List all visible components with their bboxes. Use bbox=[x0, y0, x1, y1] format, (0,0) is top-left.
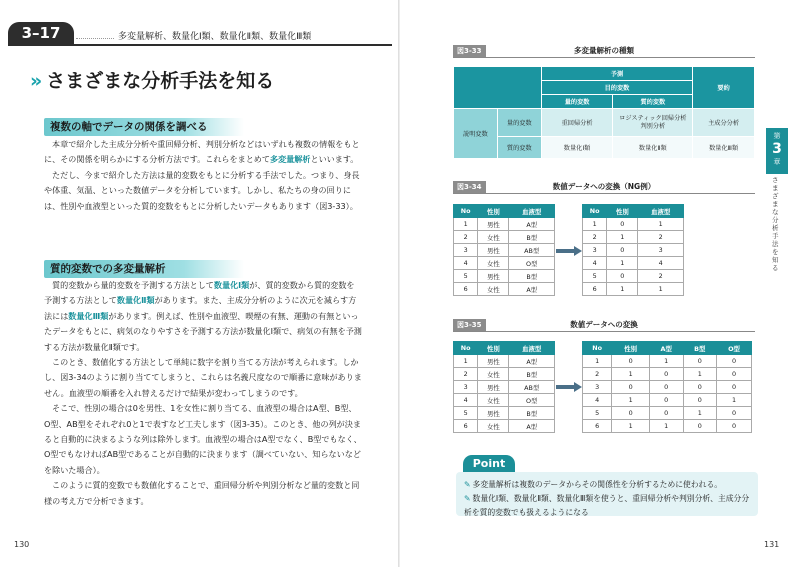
chapter-side-text: さまざまな分析手法を知る bbox=[772, 176, 779, 272]
table-header-cell: 性別 bbox=[612, 342, 650, 355]
table-row bbox=[583, 420, 752, 433]
table-cell: 0 bbox=[607, 270, 638, 283]
fig33-h-setsumei: 説明変数 bbox=[454, 109, 498, 159]
table-cell: 1 bbox=[683, 407, 716, 420]
fig33-title: 多変量解析の種類 bbox=[574, 46, 634, 55]
fig33-h-ryoteki: 量的変数 bbox=[541, 95, 613, 109]
para1-run: ただし、今まで紹介した方法は量的変数をもとに分析する手法でした。つまり、身長や体重、気温、といった数値データを分析しています。しかし、私たちの身の回りには、性別や血液型といった質的変数をもとに分析したいデータもあります（図3-33）。 bbox=[44, 169, 360, 211]
table-row bbox=[583, 355, 752, 368]
table-cell: 1 bbox=[638, 218, 684, 231]
point-text: 数量化Ⅰ類、数量化Ⅱ類、数量化Ⅲ類を使うと、重回帰分析や判別分析、主成分分析を質的変数でも扱えるようになる bbox=[464, 494, 750, 517]
table-row bbox=[583, 368, 752, 381]
table-cell: 1 bbox=[649, 355, 683, 368]
para2-run: このように質的変数でも数値化することで、重回帰分析や判別分析など量的変数と同様の考え方で分析できます。 bbox=[44, 480, 360, 506]
table-cell: AB型 bbox=[509, 381, 555, 394]
table-row bbox=[583, 407, 752, 420]
table-cell: 2 bbox=[454, 231, 478, 244]
table-header-cell: 血液型 bbox=[509, 205, 555, 218]
table-cell: B型 bbox=[509, 270, 555, 283]
section-title: 多変量解析、数量化Ⅰ類、数量化Ⅱ類、数量化Ⅲ類 bbox=[118, 32, 312, 42]
table-header-row bbox=[583, 342, 752, 355]
para1-run: といいます。 bbox=[310, 154, 359, 165]
page-number-right: 131 bbox=[764, 540, 780, 549]
table-cell: 3 bbox=[638, 244, 684, 257]
table-cell: 0 bbox=[612, 407, 650, 420]
table-cell: 0 bbox=[683, 355, 716, 368]
fig33-r2-label: 質的変数 bbox=[497, 137, 541, 159]
table-cell: 0 bbox=[649, 407, 683, 420]
table-cell: 1 bbox=[583, 355, 612, 368]
fig35-left-table bbox=[453, 341, 555, 433]
fig34-header bbox=[453, 180, 755, 194]
fig33-h-youyaku: 要約 bbox=[693, 67, 755, 109]
table-row bbox=[454, 218, 555, 231]
para2-run: が、質的変数から質的変数を予測する方法として bbox=[44, 280, 355, 306]
point-box bbox=[456, 472, 758, 516]
table-cell: 女性 bbox=[478, 420, 509, 433]
table-cell: 1 bbox=[607, 257, 638, 270]
table-row bbox=[454, 270, 555, 283]
table-cell: 0 bbox=[683, 381, 716, 394]
table-row bbox=[454, 394, 555, 407]
table-cell: 2 bbox=[583, 368, 612, 381]
table-cell: 2 bbox=[638, 270, 684, 283]
table-cell: 0 bbox=[683, 420, 716, 433]
table-cell: B型 bbox=[509, 368, 555, 381]
table-cell: 女性 bbox=[478, 257, 509, 270]
para2-run: があります。例えば、性別や血液型、喫煙の有無、運動の有無といったデータをもとに、病気のなりやすさを予測する方法が数量化Ⅰ類で、病気の有無を予測する方法が数量化Ⅱ類です。 bbox=[44, 310, 362, 352]
fig33-table bbox=[453, 66, 755, 159]
table-cell: 男性 bbox=[478, 407, 509, 420]
fig34-right-table bbox=[582, 204, 684, 296]
para2-highlight: 数量化Ⅱ類 bbox=[116, 295, 155, 306]
table-cell: 0 bbox=[716, 420, 751, 433]
table-header-cell: 血液型 bbox=[509, 342, 555, 355]
table-header-row bbox=[583, 205, 684, 218]
table-cell: 1 bbox=[612, 420, 650, 433]
fig35-title: 数値データへの変換 bbox=[570, 320, 638, 329]
fig33-cell: 重回帰分析 bbox=[541, 109, 613, 137]
table-cell: 女性 bbox=[478, 394, 509, 407]
table-cell: 4 bbox=[638, 257, 684, 270]
chapter-tab bbox=[766, 128, 788, 174]
para2-run: があります。また、主成分分析のように次元を減らす方法には bbox=[44, 295, 357, 321]
table-cell: 1 bbox=[638, 283, 684, 296]
fig33-cell: 数量化Ⅱ類 bbox=[613, 137, 693, 159]
fig34-title: 数値データへの変換（NG例） bbox=[552, 182, 656, 191]
fig33-label: 図3-33 bbox=[453, 45, 486, 57]
subheading-1: 複数の軸でデータの関係を調べる bbox=[44, 118, 244, 136]
table-cell: B型 bbox=[509, 231, 555, 244]
table-cell: A型 bbox=[509, 218, 555, 231]
table-cell: 2 bbox=[454, 368, 478, 381]
table-header-row bbox=[454, 342, 555, 355]
table-cell: 3 bbox=[583, 244, 607, 257]
para1-run: 本章で紹介した主成分分析や重回帰分析、判別分析などはいずれも複数の情報をもとに、その関係を明らかにする分析方法です。これらをまとめて bbox=[44, 139, 360, 165]
table-row bbox=[454, 407, 555, 420]
table-cell: 1 bbox=[683, 368, 716, 381]
section-dotted-rule bbox=[76, 38, 114, 39]
fig34-label: 図3-34 bbox=[453, 181, 486, 193]
table-cell: 4 bbox=[454, 394, 478, 407]
para2-run: 質的変数から量的変数を予測する方法として bbox=[52, 280, 214, 290]
table-row bbox=[583, 257, 684, 270]
table-cell: 0 bbox=[716, 407, 751, 420]
table-cell: 0 bbox=[612, 355, 650, 368]
table-row bbox=[583, 218, 684, 231]
table-cell: 1 bbox=[612, 394, 650, 407]
chevron-icon: » bbox=[30, 70, 43, 92]
table-cell: O型 bbox=[509, 257, 555, 270]
table-cell: 0 bbox=[683, 394, 716, 407]
table-row bbox=[454, 283, 555, 296]
table-cell: 女性 bbox=[478, 231, 509, 244]
table-cell: 男性 bbox=[478, 244, 509, 257]
chapter-tab-number: 3 bbox=[772, 141, 782, 157]
table-cell: 1 bbox=[454, 355, 478, 368]
point-line bbox=[464, 478, 750, 492]
table-cell: 男性 bbox=[478, 270, 509, 283]
paragraph-1 bbox=[44, 137, 362, 214]
table-row bbox=[454, 244, 555, 257]
point-label: Point bbox=[463, 455, 515, 472]
table-cell: 0 bbox=[607, 244, 638, 257]
table-cell: AB型 bbox=[509, 244, 555, 257]
table-header-cell: 性別 bbox=[478, 342, 509, 355]
table-row bbox=[583, 270, 684, 283]
fig35-right-table bbox=[582, 341, 752, 433]
para2-run: このとき、数値化する方法として単純に数字を割り当てる方法が考えられます。しかし、図3-34のように割り当ててしまうと、これらは名義尺度なので順番に意味がありません。血液型の順番を入れ替えるだけで結果が変わってしまうのです。 bbox=[44, 357, 362, 398]
table-cell: 6 bbox=[583, 283, 607, 296]
table-cell: 男性 bbox=[478, 355, 509, 368]
fig33-r1-label: 量的変数 bbox=[497, 109, 541, 137]
fig33-cell: 主成分分析 bbox=[693, 109, 755, 137]
fig33-h-yosoku: 予測 bbox=[541, 67, 692, 81]
fig33-cell: 数量化Ⅰ類 bbox=[541, 137, 613, 159]
table-cell: 5 bbox=[454, 407, 478, 420]
table-row bbox=[583, 231, 684, 244]
table-cell: 男性 bbox=[478, 218, 509, 231]
table-cell: A型 bbox=[509, 355, 555, 368]
table-cell: 1 bbox=[454, 218, 478, 231]
table-header-cell: A型 bbox=[649, 342, 683, 355]
table-cell: A型 bbox=[509, 283, 555, 296]
table-cell: 1 bbox=[607, 231, 638, 244]
table-cell: 女性 bbox=[478, 283, 509, 296]
table-row bbox=[454, 381, 555, 394]
pen-icon: ✎ bbox=[464, 480, 471, 489]
fig33-h-shitsuteki: 質的変数 bbox=[613, 95, 693, 109]
table-cell: B型 bbox=[509, 407, 555, 420]
table-row bbox=[583, 244, 684, 257]
fig33-header bbox=[453, 44, 755, 58]
main-title bbox=[30, 66, 274, 93]
table-cell: 1 bbox=[583, 218, 607, 231]
table-cell: 3 bbox=[454, 244, 478, 257]
para2-highlight: 数量化Ⅰ類 bbox=[213, 280, 250, 290]
table-cell: 5 bbox=[583, 407, 612, 420]
table-cell: A型 bbox=[509, 420, 555, 433]
fig33-cell: ロジスティック回帰分析 判別分析 bbox=[613, 109, 693, 137]
right-arrow-icon bbox=[556, 246, 582, 256]
table-cell: 0 bbox=[716, 381, 751, 394]
table-cell: 4 bbox=[583, 394, 612, 407]
right-arrow-icon bbox=[556, 382, 582, 392]
table-cell: 1 bbox=[649, 420, 683, 433]
section-number: 3–17 bbox=[8, 22, 74, 44]
table-row bbox=[454, 231, 555, 244]
fig33-corner bbox=[454, 67, 542, 109]
table-cell: 1 bbox=[607, 283, 638, 296]
paragraph-2 bbox=[44, 278, 362, 509]
table-row bbox=[583, 381, 752, 394]
fig35-header bbox=[453, 318, 755, 332]
main-title-text: さまざまな分析手法を知る bbox=[46, 70, 275, 92]
table-row bbox=[583, 283, 684, 296]
table-header-cell: No bbox=[583, 205, 607, 218]
subheading-2: 質的変数での多変量解析 bbox=[44, 260, 244, 278]
table-cell: O型 bbox=[509, 394, 555, 407]
table-cell: 3 bbox=[583, 381, 612, 394]
table-cell: 5 bbox=[583, 270, 607, 283]
table-header-cell: 性別 bbox=[607, 205, 638, 218]
table-cell: 5 bbox=[454, 270, 478, 283]
table-cell: 女性 bbox=[478, 368, 509, 381]
table-cell: 0 bbox=[716, 368, 751, 381]
table-cell: 0 bbox=[716, 355, 751, 368]
table-cell: 0 bbox=[649, 381, 683, 394]
point-text: 多変量解析は複数のデータからその関係性を分析するために使われる。 bbox=[472, 480, 723, 489]
table-header-cell: No bbox=[454, 205, 478, 218]
fig33-cell: 数量化Ⅲ類 bbox=[693, 137, 755, 159]
table-cell: 0 bbox=[649, 368, 683, 381]
table-header-cell: B型 bbox=[683, 342, 716, 355]
table-cell: 0 bbox=[612, 381, 650, 394]
table-header-row bbox=[454, 205, 555, 218]
fig35-label: 図3-35 bbox=[453, 319, 486, 331]
point-line bbox=[464, 492, 750, 520]
table-cell: 6 bbox=[454, 420, 478, 433]
table-cell: 1 bbox=[716, 394, 751, 407]
table-row bbox=[454, 420, 555, 433]
table-row bbox=[454, 355, 555, 368]
pen-icon: ✎ bbox=[464, 494, 471, 503]
table-header-cell: 血液型 bbox=[638, 205, 684, 218]
table-cell: 2 bbox=[583, 231, 607, 244]
table-cell: 6 bbox=[454, 283, 478, 296]
table-cell: 男性 bbox=[478, 381, 509, 394]
table-cell: 1 bbox=[612, 368, 650, 381]
page-number-left: 130 bbox=[14, 540, 30, 549]
table-row bbox=[454, 257, 555, 270]
table-cell: 0 bbox=[607, 218, 638, 231]
table-cell: 3 bbox=[454, 381, 478, 394]
table-cell: 0 bbox=[649, 394, 683, 407]
table-cell: 6 bbox=[583, 420, 612, 433]
fig33-h-mokuteki: 目的変数 bbox=[541, 81, 692, 95]
table-row bbox=[583, 394, 752, 407]
chapter-tab-suffix: 章 bbox=[773, 158, 781, 166]
fig34-left-table bbox=[453, 204, 555, 296]
table-header-cell: O型 bbox=[716, 342, 751, 355]
chapter-tab-prefix: 第 bbox=[773, 132, 781, 140]
para1-highlight: 多変量解析 bbox=[269, 154, 311, 165]
table-header-cell: No bbox=[583, 342, 612, 355]
section-bar bbox=[8, 44, 392, 46]
para2-run: そこで、性別の場合は0を男性、1を女性に割り当てる、血液型の場合はA型、B型、O型、AB型をそれぞれ0と1で表すなど工夫します（図3-35）。このとき、他の列が決まると自動的に決まるような列は除外します。血液型の場合はA型でなく、B型でもなく、O型でもなければAB型であることが自動的に決まります（調べていない、知らないなどを除いた場合）。 bbox=[44, 403, 362, 475]
table-header-cell: 性別 bbox=[478, 205, 509, 218]
para2-highlight: 数量化Ⅲ類 bbox=[68, 310, 109, 321]
table-header-cell: No bbox=[454, 342, 478, 355]
table-cell: 4 bbox=[583, 257, 607, 270]
table-cell: 2 bbox=[638, 231, 684, 244]
table-row bbox=[454, 368, 555, 381]
table-cell: 4 bbox=[454, 257, 478, 270]
